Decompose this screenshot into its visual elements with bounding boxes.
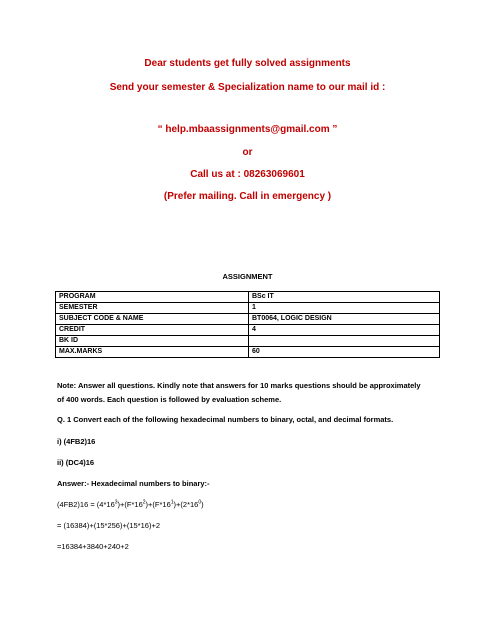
table-row — [56, 292, 440, 303]
promo-prefer: (Prefer mailing. Call in emergency ) — [163, 191, 332, 202]
table-row — [56, 314, 440, 325]
table-value: 4 — [249, 325, 440, 336]
promo-email[interactable]: “ help.mbaassignments@gmail.com ” — [157, 124, 338, 135]
question-part-1: i) (4FB2)16 — [57, 437, 96, 446]
table-key: SUBJECT CODE & NAME — [56, 314, 249, 325]
promo-line-1: Dear students get fully solved assignments — [144, 58, 351, 69]
promo-line-2: Send your semester & Specialization name to our mail id : — [109, 82, 386, 93]
table-key: PROGRAM — [56, 292, 249, 303]
question-part-2: ii) (DC4)16 — [57, 458, 95, 467]
equation-line-3: =16384+3840+240+2 — [57, 542, 129, 551]
question-text: Q. 1 Convert each of the following hexadecimal numbers to binary, octal, and decimal formats. — [57, 415, 394, 424]
note-line-2: of 400 words. Each question is followed by evaluation scheme. — [57, 395, 282, 404]
promo-or: or — [242, 147, 253, 158]
table-value: 1 — [249, 303, 440, 314]
table-key: SEMESTER — [56, 303, 249, 314]
table-row — [56, 303, 440, 314]
table-row — [56, 325, 440, 336]
equation-line-2: = (16384)+(15*256)+(15*16)+2 — [57, 521, 160, 530]
assignment-info-table — [55, 291, 440, 358]
table-key: CREDIT — [56, 325, 249, 336]
table-value: BSc IT — [249, 292, 440, 303]
note-line-1: Note: Answer all questions. Kindly note that answers for 10 marks questions should be approximately — [57, 381, 421, 390]
note-text — [57, 379, 421, 407]
table-value — [249, 336, 440, 347]
table-key: BK ID — [56, 336, 249, 347]
table-value: 60 — [249, 347, 440, 358]
promo-call: Call us at : 08263069601 — [190, 169, 305, 180]
table-row — [56, 347, 440, 358]
table-value: BT0064, LOGIC DESIGN — [249, 314, 440, 325]
answer-heading: Answer:- Hexadecimal numbers to binary:- — [57, 479, 210, 488]
table-key: MAX.MARKS — [56, 347, 249, 358]
table-row — [56, 336, 440, 347]
assignment-title: ASSIGNMENT — [222, 272, 273, 281]
equation-line-1: $(4FB2)16 = (4*16^3)+(F*16^2)+(F*16^1)+(2*16^0)$ — [57, 499, 204, 509]
